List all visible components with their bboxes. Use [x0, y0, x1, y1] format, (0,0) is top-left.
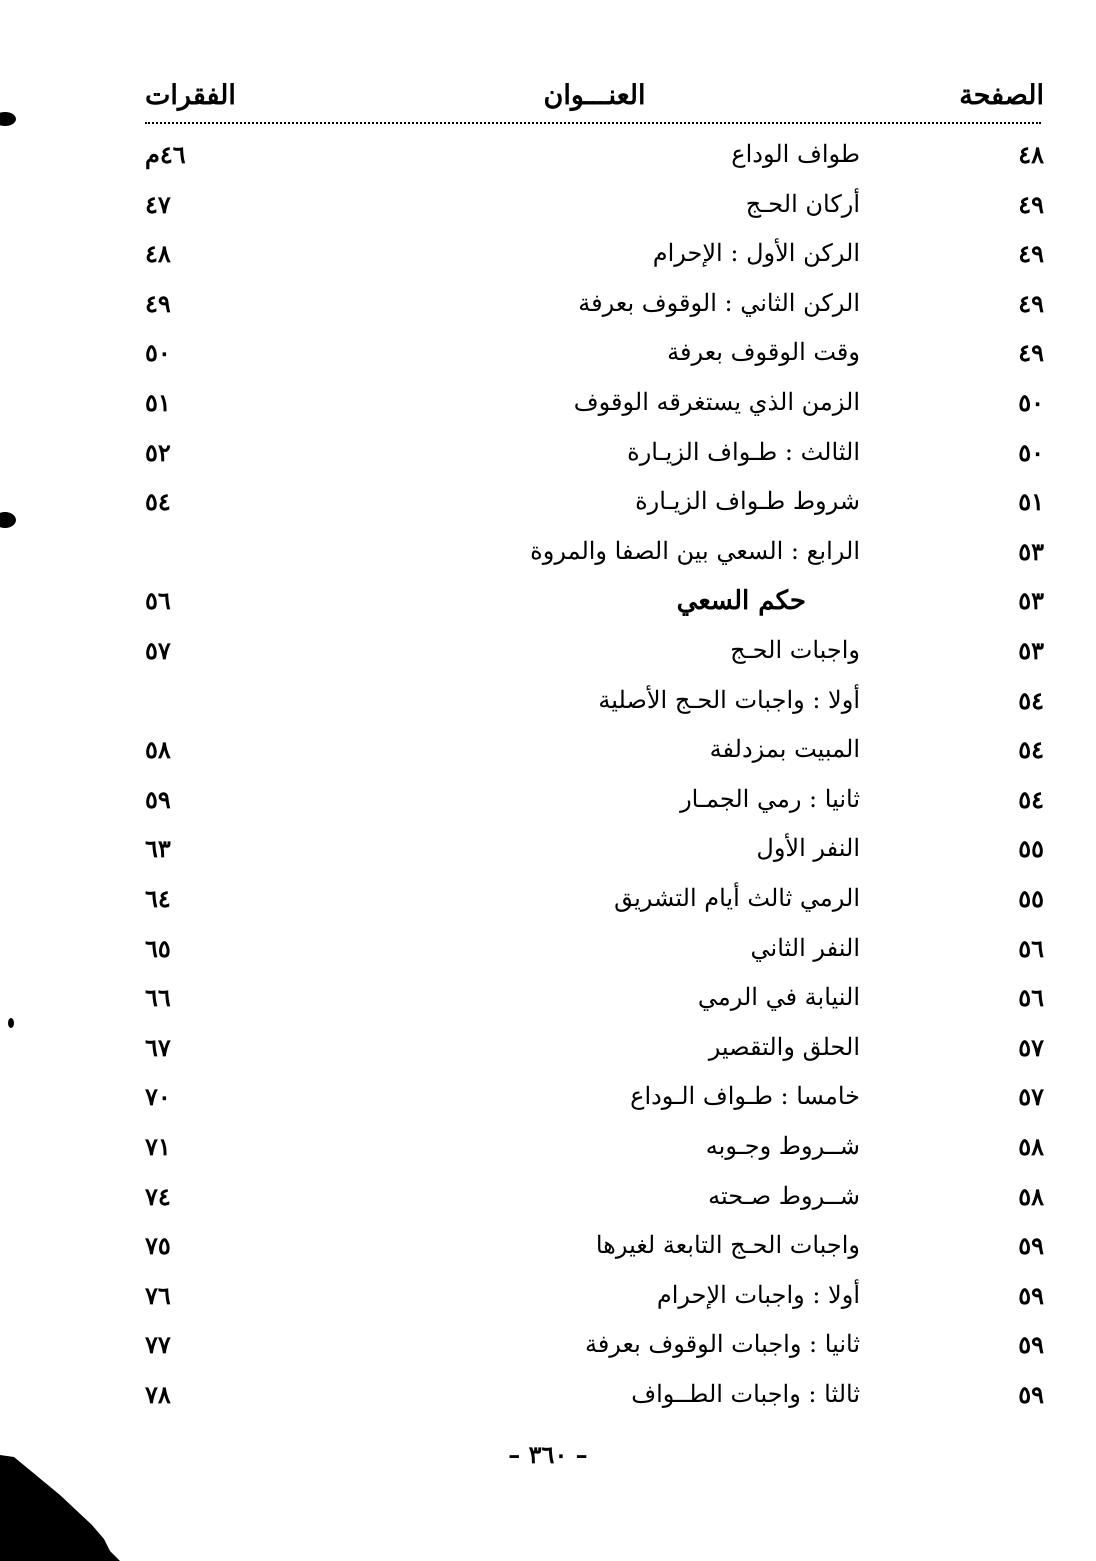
toc-paragraph-number: ٤٨ [145, 239, 171, 269]
toc-page-number: ٥٨ [1018, 1132, 1044, 1161]
toc-row [0, 586, 1096, 634]
toc-row [0, 388, 1096, 436]
toc-paragraph-number: ٥١ [145, 388, 171, 417]
toc-row [0, 1231, 1096, 1279]
toc-page-number: ٥٧ [1018, 1082, 1044, 1112]
toc-paragraph-number: ٥٦ [145, 586, 171, 616]
page-number: – ٣٦٠ – [508, 1440, 588, 1469]
toc-page-number: ٥٣ [1018, 586, 1044, 616]
toc-paragraph-number: ٥٧ [145, 636, 171, 665]
toc-page-number: ٥٩ [1018, 1280, 1044, 1310]
toc-row [0, 190, 1096, 238]
toc-paragraph-number: ٤٦م [145, 140, 186, 169]
toc-row [0, 239, 1096, 287]
toc-paragraph-number: ٧٦ [145, 1280, 171, 1310]
toc-entry-title: أولا : واجبات الإحرام [656, 1280, 860, 1309]
toc-page-number: ٤٩ [1018, 189, 1044, 219]
toc-page-number: ٥٩ [1018, 1231, 1044, 1261]
toc-entry-title: واجبات الحـج [730, 636, 860, 664]
toc-row [0, 735, 1096, 783]
toc-page-number: ٥٣ [1018, 536, 1044, 566]
toc-entry-title: ثانيا : واجبات الوقوف بعرفة [584, 1330, 860, 1359]
toc-row [0, 884, 1096, 932]
header-dotted-rule [145, 122, 1041, 124]
toc-entry-title: أولا : واجبات الحـج الأصلية [598, 685, 860, 714]
toc-page-number: ٥٨ [1018, 1181, 1044, 1211]
toc-page-number: ٥٠ [1018, 388, 1044, 417]
toc-paragraph-number: ٦٥ [145, 933, 171, 963]
toc-paragraph-number: ٧٠ [145, 1082, 171, 1112]
toc-paragraph-number: ٧٨ [145, 1380, 171, 1409]
toc-entry-title: المبيت بمزدلفة [709, 735, 860, 764]
toc-entry-title: شروط طـواف الزيـارة [635, 487, 860, 516]
toc-entry-title: شــروط صـحته [708, 1181, 860, 1210]
toc-paragraph-number: ٥٩ [145, 784, 171, 814]
toc-page-number: ٥٦ [1018, 983, 1044, 1013]
toc-entry-title: الحلق والتقصير [708, 1032, 860, 1061]
scan-corner-shadow [0, 1455, 120, 1561]
toc-entry-title: النيابة في الرمي [697, 983, 860, 1012]
toc-entry-title: الثالث : طـواف الزيـارة [627, 437, 860, 466]
toc-entry-title: واجبات الحـج التابعة لغيرها [595, 1231, 860, 1260]
toc-entry-title: الركن الأول : الإحرام [652, 239, 860, 268]
toc-paragraph-number: ٧٧ [145, 1330, 171, 1360]
toc-page-number: ٥٠ [1018, 437, 1044, 467]
toc-entry-title: حكم السعي [676, 586, 806, 617]
toc-row [0, 1082, 1096, 1130]
toc-row [0, 686, 1096, 734]
toc-row [0, 140, 1096, 188]
toc-paragraph-number: ٤٩ [145, 288, 171, 318]
toc-page-number: ٥٣ [1018, 636, 1044, 665]
toc-page-number: ٤٩ [1018, 239, 1044, 269]
toc-row [0, 785, 1096, 833]
toc-paragraph-number: ٧١ [145, 1132, 171, 1161]
toc-paragraph-number: ٥٤ [145, 487, 171, 517]
toc-row [0, 1281, 1096, 1329]
toc-paragraph-number: ٤٧ [145, 189, 171, 219]
toc-paragraph-number: ٥٨ [145, 735, 171, 765]
toc-row [0, 537, 1096, 585]
toc-paragraph-number: ٦٧ [145, 1032, 171, 1062]
toc-page-number: ٤٩ [1018, 338, 1044, 368]
toc-paragraph-number: ٧٥ [145, 1231, 171, 1261]
toc-row [0, 1132, 1096, 1180]
header-paragraphs-column: الفقرات [145, 80, 236, 111]
toc-row [0, 338, 1096, 386]
toc-page-number: ٥١ [1018, 487, 1044, 517]
toc-page-number: ٥٩ [1018, 1330, 1044, 1360]
toc-entry-title: الرمي ثالث أيام التشريق [614, 884, 860, 912]
toc-entry-title: النفر الثاني [750, 933, 860, 962]
toc-page-number: ٥٩ [1018, 1380, 1044, 1409]
header-page-column: الصفحة [959, 80, 1044, 111]
toc-page-number: ٥٧ [1018, 1032, 1044, 1062]
toc-page-number: ٥٤ [1018, 685, 1044, 715]
toc-row [0, 1380, 1096, 1428]
header-title-column: العنـــوان [543, 80, 646, 111]
toc-paragraph-number: ٦٣ [145, 834, 171, 864]
toc-row [0, 834, 1096, 882]
toc-entry-title: ثانيا : رمي الجمـار [680, 784, 860, 813]
toc-entry-title: ثالثا : واجبات الطــواف [631, 1380, 860, 1408]
toc-paragraph-number: ٦٦ [145, 983, 171, 1013]
toc-entry-title: طواف الوداع [731, 140, 860, 168]
toc-entry-title: أركان الحـج [745, 189, 860, 218]
toc-row [0, 934, 1096, 982]
toc-row [0, 487, 1096, 535]
toc-header [145, 78, 1044, 122]
toc-page-number: ٥٤ [1018, 735, 1044, 765]
toc-entry-title: النفر الأول [756, 834, 860, 863]
toc-row [0, 1033, 1096, 1081]
toc-row [0, 983, 1096, 1031]
toc-row [0, 1330, 1096, 1378]
toc-page-number: ٥٥ [1018, 884, 1044, 913]
toc-page-number: ٥٥ [1018, 834, 1044, 864]
toc-entry-title: الزمن الذي يستغرقه الوقوف [573, 388, 860, 416]
toc-entry-title: الرابع : السعي بين الصفا والمروة [530, 536, 860, 565]
toc-paragraph-number: ٦٤ [145, 884, 171, 913]
toc-row [0, 636, 1096, 684]
toc-page-number: ٥٦ [1018, 933, 1044, 963]
toc-entry-title: خامسا : طـواف الـوداع [630, 1082, 860, 1111]
scan-edge-mark [8, 1018, 14, 1028]
toc-page-number: ٤٨ [1018, 140, 1044, 169]
toc-entry-title: وقت الوقوف بعرفة [667, 338, 860, 367]
toc-page-number: ٤٩ [1018, 288, 1044, 318]
toc-row [0, 289, 1096, 337]
scan-edge-mark [0, 112, 16, 126]
toc-entry-title: شــروط وجـوبه [705, 1132, 860, 1160]
toc-page-number: ٥٤ [1018, 784, 1044, 814]
toc-paragraph-number: ٥٢ [145, 437, 171, 467]
toc-row [0, 438, 1096, 486]
toc-entry-title: الركن الثاني : الوقوف بعرفة [578, 288, 860, 317]
toc-paragraph-number: ٥٠ [145, 338, 171, 368]
toc-row [0, 1182, 1096, 1230]
toc-paragraph-number: ٧٤ [145, 1181, 171, 1211]
